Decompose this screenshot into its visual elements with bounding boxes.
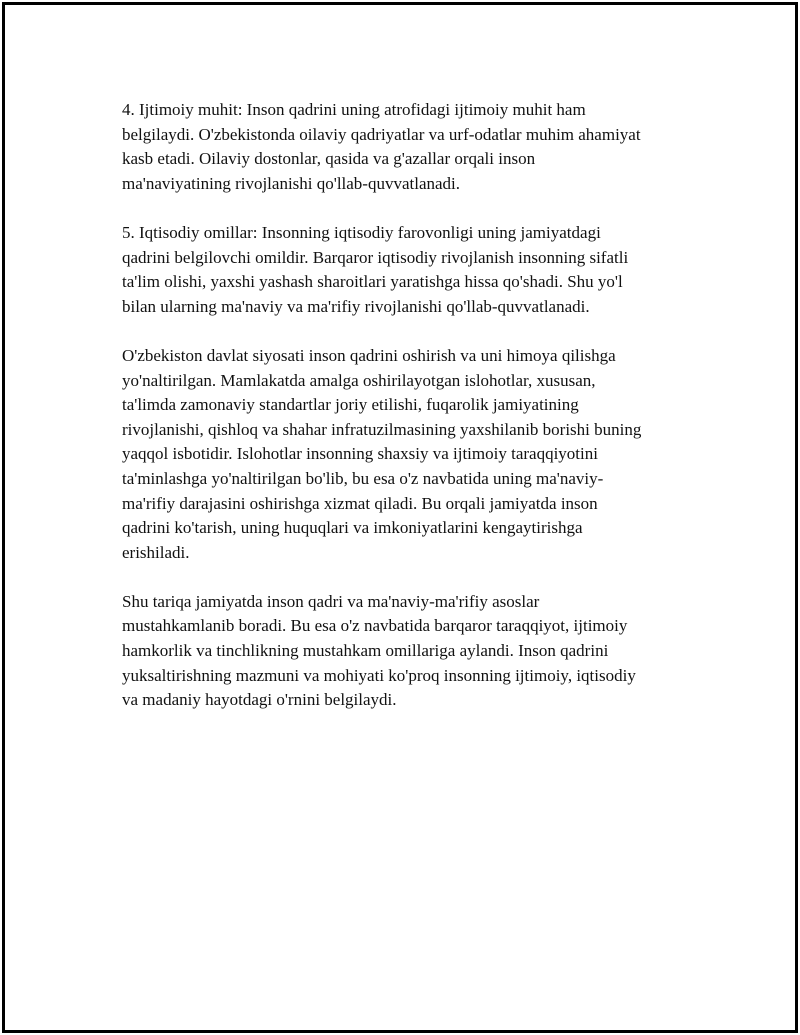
text-line: ma'rifiy darajasini oshirishga xizmat qiladi. Bu orqali jamiyatda inson bbox=[122, 493, 598, 513]
text-line: mustahkamlanib boradi. Bu esa o'z navbatida barqaror taraqqiyot, ijtimoiy bbox=[122, 616, 628, 636]
paragraph-state-policy bbox=[122, 344, 702, 565]
text-line: ta'limda zamonaviy standartlar joriy etilishi, fuqarolik jamiyatining bbox=[122, 395, 579, 415]
text-line: Shu tariqa jamiyatda inson qadri va ma'naviy-ma'rifiy asoslar bbox=[122, 591, 540, 611]
paragraph-economic-factors bbox=[122, 221, 702, 319]
text-line: qadrini ko'tarish, uning huquqlari va imkoniyatlarini kengaytirishga bbox=[122, 518, 583, 538]
text-line: ma'naviyatining rivojlanishi qo'llab-quvvatlanadi. bbox=[122, 173, 461, 193]
text-line: ta'lim olishi, yaxshi yashash sharoitlari yaratishga hissa qo'shadi. Shu yo'l bbox=[122, 272, 623, 292]
text-line: erishiladi. bbox=[122, 542, 190, 562]
document-body bbox=[122, 98, 702, 737]
text-line: kasb etadi. Oilaviy dostonlar, qasida va g'azallar orqali inson bbox=[122, 149, 536, 169]
paragraph-conclusion bbox=[122, 590, 702, 713]
text-line: rivojlanishi, qishloq va shahar infratuzilmasining yaxshilanib borishi buning bbox=[122, 419, 642, 439]
text-line: yo'naltirilgan. Mamlakatda amalga oshirilayotgan islohotlar, xususan, bbox=[122, 370, 596, 390]
text-line: va madaniy hayotdagi o'rnini belgilaydi. bbox=[122, 690, 397, 710]
text-line: hamkorlik va tinchlikning mustahkam omillariga aylandi. Inson qadrini bbox=[122, 641, 609, 661]
text-line: belgilaydi. O'zbekistonda oilaviy qadriyatlar va urf-odatlar muhim ahamiyat bbox=[122, 124, 641, 144]
text-line: yaqqol isbotidir. Islohotlar insonning shaxsiy va ijtimoiy taraqqiyotini bbox=[122, 444, 598, 464]
page-frame bbox=[2, 2, 798, 1033]
text-line: ta'minlashga yo'naltirilgan bo'lib, bu esa o'z navbatida uning ma'naviy- bbox=[122, 468, 604, 488]
text-line: bilan ularning ma'naviy va ma'rifiy rivojlanishi qo'llab-quvvatlanadi. bbox=[122, 296, 590, 316]
text-line: qadrini belgilovchi omildir. Barqaror iqtisodiy rivojlanish insonning sifatli bbox=[122, 247, 629, 267]
text-line: yuksaltirishning mazmuni va mohiyati ko'proq insonning ijtimoiy, iqtisodiy bbox=[122, 665, 636, 685]
text-line: O'zbekiston davlat siyosati inson qadrini oshirish va uni himoya qilishga bbox=[122, 345, 616, 365]
text-line: 4. Ijtimoiy muhit: Inson qadrini uning atrofidagi ijtimoiy muhit ham bbox=[122, 100, 586, 119]
paragraph-social-environment bbox=[122, 98, 702, 196]
text-line: 5. Iqtisodiy omillar: Insonning iqtisodiy farovonligi uning jamiyatdagi bbox=[122, 222, 601, 242]
